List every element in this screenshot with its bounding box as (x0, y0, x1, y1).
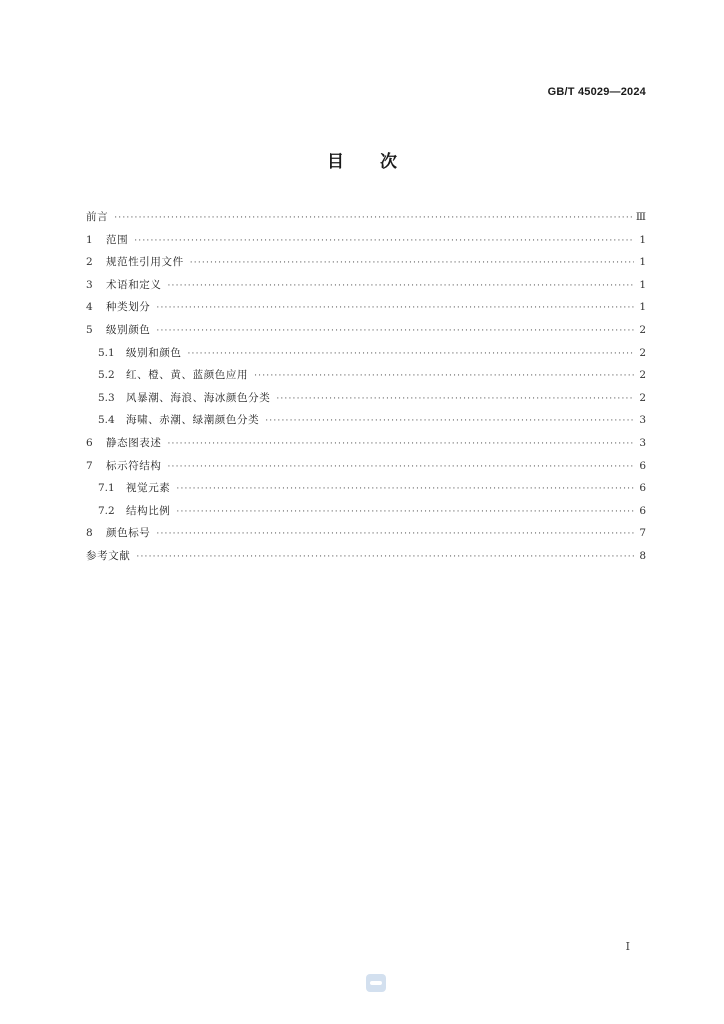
toc-entry[interactable] (86, 545, 646, 568)
toc-entry[interactable] (86, 500, 646, 523)
toc-leader-dots (136, 546, 634, 569)
toc-entry-label: 颜色标号 (106, 527, 151, 540)
toc-entry-number: 7 (86, 459, 93, 472)
toc-entry-page: 1 (639, 256, 646, 269)
toc-leader-dots (176, 478, 634, 501)
table-of-contents (86, 206, 646, 568)
toc-entry-number: 3 (86, 278, 93, 291)
toc-entry-page: 2 (639, 369, 646, 382)
page-title (0, 147, 724, 172)
toc-entry-page: 7 (639, 527, 646, 540)
publisher-logo-icon (366, 974, 386, 992)
toc-leader-dots (254, 365, 634, 388)
toc-leader-dots (134, 230, 634, 253)
toc-entry[interactable] (86, 364, 646, 387)
toc-entry-page: 6 (639, 504, 646, 517)
toc-leader-dots (190, 252, 634, 275)
toc-entry-label: 红、橙、黄、蓝颜色应用 (126, 369, 249, 382)
toc-entry-page: 3 (639, 414, 646, 427)
toc-entry[interactable] (86, 387, 646, 410)
toc-entry-number: 2 (86, 256, 93, 269)
toc-leader-dots (188, 343, 635, 366)
toc-entry-page: 1 (639, 301, 646, 314)
toc-entry-page: 8 (639, 549, 646, 562)
toc-entry-number: 7.1 (98, 482, 115, 495)
toc-entry-label: 规范性引用文件 (106, 256, 184, 269)
toc-entry-number: 6 (86, 436, 93, 449)
toc-entry-page: 6 (639, 482, 646, 495)
toc-leader-dots (276, 388, 634, 411)
toc-entry[interactable] (86, 409, 646, 432)
toc-entry-label: 视觉元素 (126, 482, 171, 495)
toc-entry-page: 2 (639, 346, 646, 359)
toc-entry-page: 1 (639, 233, 646, 246)
toc-entry-page: 1 (639, 278, 646, 291)
toc-leader-dots (168, 275, 635, 298)
toc-entry-number: 5.2 (98, 369, 115, 382)
toc-entry-number: 5.4 (98, 414, 115, 427)
toc-entry-number: 5 (86, 323, 93, 336)
title-char-2: 次 (380, 152, 397, 172)
toc-entry-label: 海啸、赤潮、绿潮颜色分类 (126, 414, 260, 427)
toc-entry-number: 5.3 (98, 391, 115, 404)
toc-entry-label: 风暴潮、海浪、海冰颜色分类 (126, 391, 271, 404)
toc-leader-dots (156, 297, 634, 320)
toc-entry-label: 参考文献 (86, 549, 131, 562)
toc-entry-label: 结构比例 (126, 504, 171, 517)
toc-entry[interactable] (86, 274, 646, 297)
toc-leader-dots (156, 523, 634, 546)
toc-entry-number: 1 (86, 233, 93, 246)
toc-entry[interactable] (86, 251, 646, 274)
toc-entry[interactable] (86, 455, 646, 478)
toc-entry[interactable] (86, 432, 646, 455)
toc-entry[interactable] (86, 522, 646, 545)
toc-leader-dots (156, 320, 634, 343)
toc-entry-page: 2 (639, 391, 646, 404)
toc-entry-page: 6 (639, 459, 646, 472)
toc-entry-page: 3 (639, 436, 646, 449)
toc-entry[interactable] (86, 477, 646, 500)
toc-entry-label: 级别颜色 (106, 323, 151, 336)
toc-leader-dots (168, 456, 635, 479)
toc-entry[interactable] (86, 342, 646, 365)
title-char-1: 目 (327, 152, 344, 172)
toc-entry[interactable] (86, 296, 646, 319)
toc-leader-dots (265, 410, 634, 433)
toc-entry[interactable] (86, 206, 646, 229)
toc-entry-label: 静态图表述 (106, 436, 162, 449)
page-number: I (625, 940, 630, 953)
toc-entry-number: 7.2 (98, 504, 115, 517)
standard-number: GB/T 45029—2024 (547, 86, 646, 98)
toc-entry-label: 种类划分 (106, 301, 151, 314)
toc-leader-dots (114, 207, 632, 230)
toc-entry-page: 2 (639, 323, 646, 336)
toc-entry-label: 术语和定义 (106, 278, 162, 291)
toc-entry-number: 4 (86, 301, 93, 314)
toc-entry-number: 8 (86, 527, 93, 540)
toc-entry-label: 级别和颜色 (126, 346, 182, 359)
toc-entry-label: 前言 (86, 211, 109, 223)
toc-leader-dots (168, 433, 635, 456)
toc-entry-page: Ⅲ (635, 211, 646, 223)
toc-entry[interactable] (86, 319, 646, 342)
toc-leader-dots (176, 501, 634, 524)
toc-entry[interactable] (86, 229, 646, 252)
toc-entry-number: 5.1 (98, 346, 115, 359)
toc-entry-label: 范围 (106, 233, 129, 246)
toc-entry-label: 标示符结构 (106, 459, 162, 472)
